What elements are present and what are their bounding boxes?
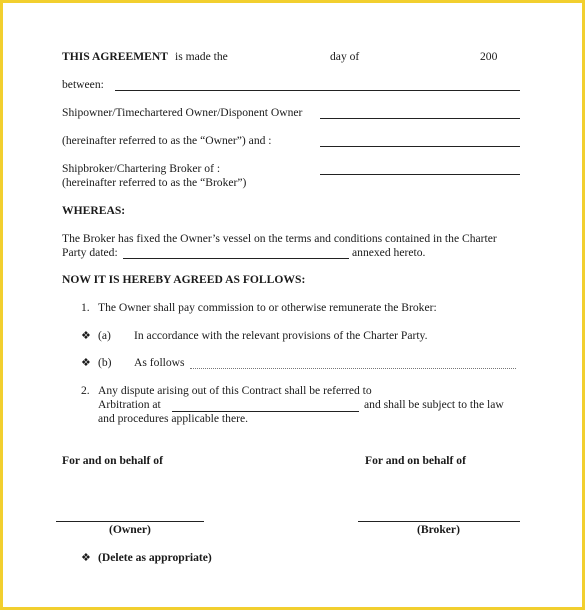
party-dated-field[interactable] bbox=[123, 258, 349, 259]
between-label: between: bbox=[62, 78, 104, 91]
item1-text: The Owner shall pay commission to or otherwise remunerate the Broker: bbox=[98, 301, 437, 314]
broker-label: Shipbroker/Chartering Broker of : bbox=[62, 162, 221, 175]
between-field[interactable] bbox=[115, 90, 520, 91]
diamond-bullet-icon: ❖ bbox=[81, 357, 91, 369]
diamond-bullet-icon: ❖ bbox=[81, 330, 91, 342]
whereas-party-dated: Party dated: bbox=[62, 246, 118, 259]
year-text: 200 bbox=[480, 50, 498, 63]
owner-reference: (hereinafter referred to as the “Owner”) and : bbox=[62, 134, 272, 147]
delete-note: (Delete as appropriate) bbox=[98, 551, 212, 564]
day-of-text: day of bbox=[330, 50, 360, 63]
broker-behalf-label: For and on behalf of bbox=[365, 454, 466, 467]
owner-field[interactable] bbox=[320, 118, 520, 119]
agreed-heading: NOW IT IS HEREBY AGREED AS FOLLOWS: bbox=[62, 273, 306, 286]
whereas-heading: WHEREAS: bbox=[62, 204, 126, 217]
item2-number: 2. bbox=[81, 384, 90, 397]
as-follows-field[interactable] bbox=[190, 368, 516, 369]
broker-signature-field[interactable] bbox=[358, 521, 520, 522]
whereas-text-line1: The Broker has fixed the Owner’s vessel on the terms and conditions contained in the Charter bbox=[62, 232, 497, 245]
owner-ref-field[interactable] bbox=[320, 146, 520, 147]
item2-text-line3: and procedures applicable there. bbox=[98, 412, 248, 425]
broker-signature-label: (Broker) bbox=[417, 523, 460, 536]
owner-behalf-label: For and on behalf of bbox=[62, 454, 163, 467]
agreement-made-text: is made the bbox=[175, 50, 228, 63]
item2-arbitration-label: Arbitration at bbox=[98, 398, 161, 411]
item1-number: 1. bbox=[81, 301, 90, 314]
owner-signature-field[interactable] bbox=[56, 521, 204, 522]
item2-text-line2b: and shall be subject to the law bbox=[364, 398, 504, 411]
sub-b-label: (b) bbox=[98, 356, 112, 369]
diamond-bullet-icon: ❖ bbox=[81, 552, 91, 564]
owner-signature-label: (Owner) bbox=[109, 523, 151, 536]
broker-field[interactable] bbox=[320, 174, 520, 175]
sub-b-text: As follows bbox=[134, 356, 185, 369]
agreement-title: THIS AGREEMENT bbox=[62, 50, 168, 63]
broker-reference: (hereinafter referred to as the “Broker”) bbox=[62, 176, 247, 189]
owner-label: Shipowner/Timechartered Owner/Disponent Owner bbox=[62, 106, 303, 119]
item2-text-line1: Any dispute arising out of this Contract shall be referred to bbox=[98, 384, 372, 397]
sub-a-label: (a) bbox=[98, 329, 111, 342]
sub-a-text: In accordance with the relevant provisions of the Charter Party. bbox=[134, 329, 428, 342]
whereas-annexed: annexed hereto. bbox=[352, 246, 426, 259]
